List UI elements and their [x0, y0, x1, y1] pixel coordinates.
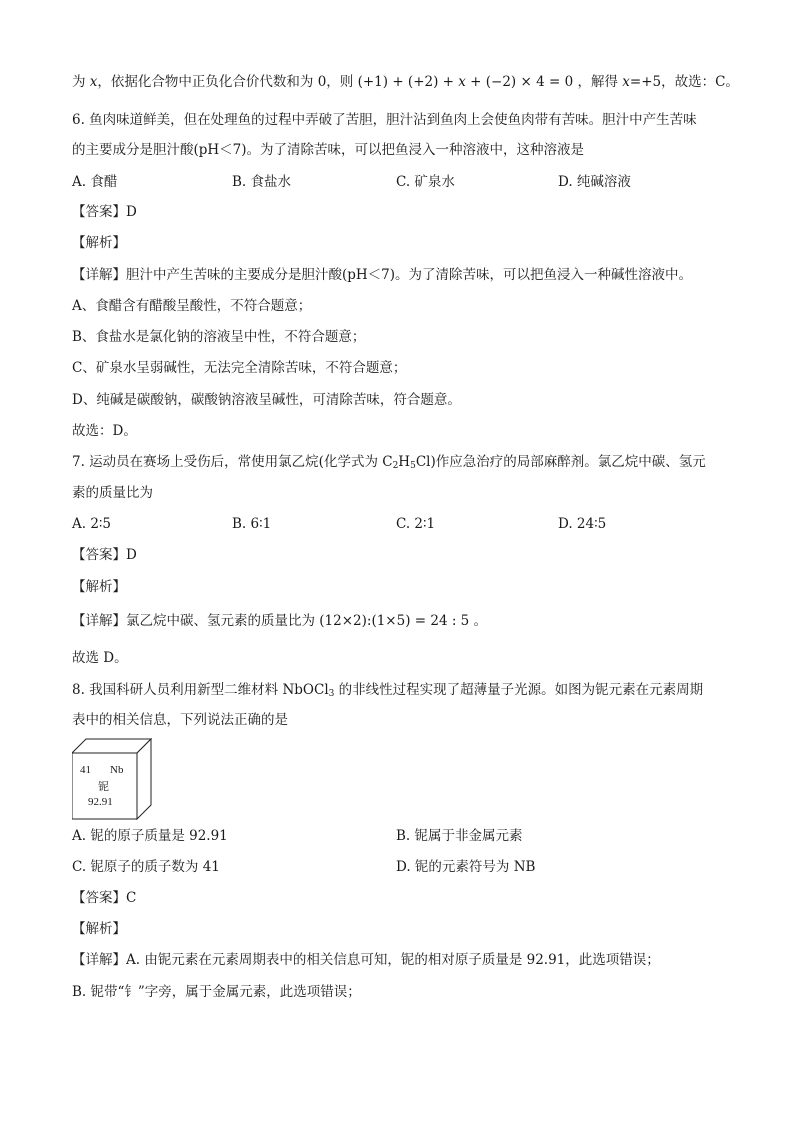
q8-option-a: A. 铌的原子质量是 92.91	[72, 828, 228, 844]
q8-analysis-b: B. 铌带“钅”字旁，属于金属元素，此选项错误；	[72, 984, 361, 1000]
q6-option-a: A. 食醋	[72, 174, 118, 190]
q6-answer: 【答案】D	[72, 204, 137, 220]
q6-stem-line1: 6. 鱼肉味道鲜美，但在处理鱼的过程中弄破了苦胆，胆汁沾到鱼肉上会使鱼肉带有苦味。胆汁中产生苦味	[72, 112, 697, 128]
element-card-niobium	[72, 738, 152, 820]
element-name: 铌	[98, 780, 109, 793]
q7-option-a: A. 2∶5	[72, 516, 112, 532]
q8-stem-line2: 表中的相关信息，下列说法正确的是	[72, 712, 288, 728]
q7-detail: 【详解】氯乙烷中碳、氢元素的质量比为 (12×2):(1×5) = 24 : 5 。	[72, 613, 488, 629]
q6-analysis-c: C、矿泉水呈弱碱性，无法完全清除苦味，不符合题意；	[72, 360, 407, 376]
q7-stem-line1: 7. 运动员在赛场上受伤后，常使用氯乙烷(化学式为 $C_2H_5Cl$)作应急治疗的局部麻醉剂。氯乙烷中碳、氢元	[72, 454, 706, 471]
element-atomic-number: 41	[80, 764, 91, 776]
q6-analysis-tag: 【解析】	[72, 235, 126, 251]
q8-option-c: C. 铌原子的质子数为 41	[72, 859, 220, 875]
q7-answer: 【答案】D	[72, 547, 137, 563]
q7-option-d: D. 24∶5	[558, 516, 607, 532]
continuation-line: 为 x，依据化合物中正负化合价代数和为 0，则 (+1) + (+2) + x + (−2) × 4 = 0 ，解得 x=+5，故选：C。	[72, 74, 739, 90]
element-symbol: Nb	[110, 764, 124, 776]
q8-stem-line1: 8. 我国科研人员利用新型二维材料 NbOCl$_3$ 的非线性过程实现了超薄量子光源。如图为铌元素在元素周期	[72, 682, 704, 699]
q7-conclusion: 故选 D。	[72, 650, 128, 666]
q6-option-b: B. 食盐水	[232, 174, 292, 190]
q7-option-b: B. 6∶1	[232, 516, 272, 532]
q7-stem-line2: 素的质量比为	[72, 485, 153, 501]
q6-conclusion: 故选：D。	[72, 423, 137, 439]
q7-analysis-tag: 【解析】	[72, 579, 126, 595]
q6-option-c: C. 矿泉水	[396, 174, 455, 190]
q6-analysis-a: A、食醋含有醋酸呈酸性，不符合题意；	[72, 298, 312, 314]
q6-option-d: D. 纯碱溶液	[558, 174, 631, 190]
element-atomic-mass: 92.91	[88, 796, 113, 808]
q6-detail: 【详解】胆汁中产生苦味的主要成分是胆汁酸(pH＜7)。为了清除苦味，可以把鱼浸入一种碱性溶液中。	[72, 267, 693, 283]
q8-analysis-tag: 【解析】	[72, 921, 126, 937]
q6-stem-line2: 的主要成分是胆汁酸(pH＜7)。为了清除苦味，可以把鱼浸入一种溶液中，这种溶液是	[72, 142, 585, 158]
q6-analysis-b: B、食盐水是氯化钠的溶液呈中性，不符合题意；	[72, 329, 366, 345]
q8-option-b: B. 铌属于非金属元素	[396, 828, 523, 844]
q8-detail: 【详解】A. 由铌元素在元素周期表中的相关信息可知，铌的相对原子质量是 92.91，此选项错误；	[72, 952, 660, 968]
q6-analysis-d: D、纯碱是碳酸钠，碳酸钠溶液呈碱性，可清除苦味，符合题意。	[72, 392, 461, 408]
q7-option-c: C. 2∶1	[396, 516, 436, 532]
q8-answer: 【答案】C	[72, 890, 137, 906]
q8-option-d: D. 铌的元素符号为 NB	[396, 859, 536, 875]
